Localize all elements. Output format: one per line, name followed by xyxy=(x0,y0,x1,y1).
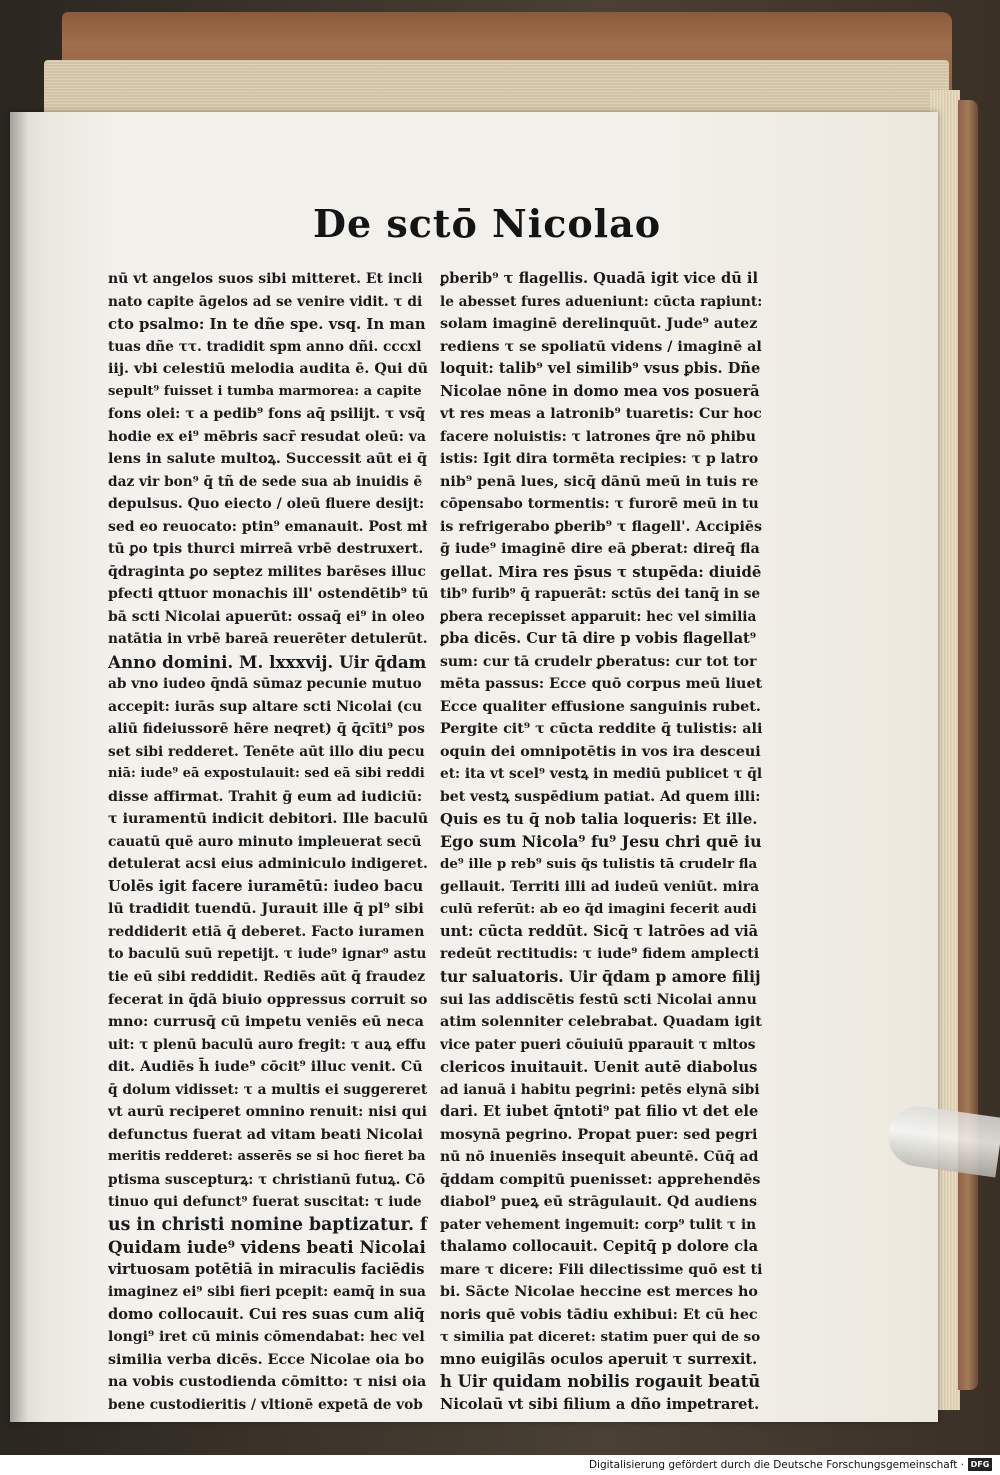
text-line: ptisma suscepturꝝ: τ christianū futuꝝ. Cō xyxy=(108,1171,426,1188)
text-line: sepult⁹ fuisset i tumba marmorea: a capite xyxy=(108,383,422,399)
text-line: natātia in vrbē bareā reuerēter detulerūt. xyxy=(108,631,428,648)
text-line: q̄ddam compitū puenisset: apprehendēs xyxy=(440,1171,761,1188)
text-line: cto psalmo: In te dñe spe. vsq. In man xyxy=(108,315,426,334)
text-line: vt res meas a latronib⁹ tuaretis: Cur hoc xyxy=(440,406,762,423)
text-line: pfecti qttuor monachis ill' ostendētib⁹ tū xyxy=(108,586,428,603)
text-line: gellat. Mira res p̄sus τ stupēda: diuidē xyxy=(440,562,762,581)
text-line: mno: currusq̄ cū impetu veniēs eū neca xyxy=(108,1014,424,1031)
text-line: lū tradidit tuendū. Jurauit ille q̄ pl⁹ sibi xyxy=(108,901,424,918)
text-line: domo collocauit. Cui res suas cum aliq̄ xyxy=(108,1305,425,1323)
text-line: mare τ dicere: Fili dilectissime quō est ti xyxy=(440,1261,762,1278)
text-line: virtuosam potētiā in miraculis faciēdis xyxy=(108,1260,425,1278)
text-line: similia verba dicēs. Ecce Nicolae oia bo xyxy=(108,1351,425,1368)
text-line: facere noluistis: τ latrones q̄re nō phibu xyxy=(440,428,756,445)
page-gutter-shadow xyxy=(10,112,28,1422)
text-line: disse affirmat. Trahit ḡ eum ad iudiciū: xyxy=(108,788,423,805)
text-line: le abesset fures adueniunt: cūcta rapiunt: xyxy=(440,293,762,310)
text-line: sui las addiscētis festū scti Nicolai annu xyxy=(440,991,757,1008)
text-line: unt: cūcta reddūt. Sicq̄ τ latrōes ad viā xyxy=(440,922,759,940)
text-line: de⁹ ille p reb⁹ suis q̄s tulistis tā crudelr fla xyxy=(440,856,758,873)
text-line: to baculū suū repetijt. τ iude⁹ ignar⁹ astu xyxy=(108,946,427,963)
text-line: bene custodieritis / vltionē expetā de vob xyxy=(108,1396,423,1413)
text-line: is refrigerabo ꝑberib⁹ τ flagell'. Accipiēs xyxy=(440,518,762,535)
text-line: tinuo qui defunct⁹ fuerat suscitat: τ iude xyxy=(108,1194,422,1211)
text-line: daz vir bon⁹ q̄ tñ de sede sua ab inuidis ē xyxy=(108,473,423,490)
text-line: fons olei: τ a pedib⁹ fons aq̄ psilijt. τ vsq̄ xyxy=(108,406,426,423)
text-line: q̄draginta ꝑo septez milites barēses illuc xyxy=(108,563,426,580)
text-line: lens in salute multoꝝ. Successit aūt ei q̄ xyxy=(108,451,427,468)
text-line: noris quē vobis tādiu exhibui: Et cū hec xyxy=(440,1306,758,1323)
text-line: depulsus. Quo eiecto / oleū fluere desijt: xyxy=(108,496,425,513)
text-line: Pergite cit⁹ τ cūcta reddite q̄ tulistis: ali xyxy=(440,721,762,738)
text-line: set sibi redderet. Tenēte aūt illo diu pecu xyxy=(108,743,425,760)
text-line: Quis es tu q̄ nob talia loqueris: Et ille. xyxy=(440,810,758,829)
text-line: aliū fideiussorē hēre neqret) q̄ q̄cīti⁹ pos xyxy=(108,721,425,738)
text-line: mēta passus: Ecce quō corpus meū liuet xyxy=(440,676,762,693)
text-line: defunctus fuerat ad vitam beati Nicolai xyxy=(108,1126,423,1143)
text-line: vice pater pueri cōuiuiū pparauit τ mltos xyxy=(440,1036,756,1053)
text-line: loquit: talib⁹ vel similib⁹ vsus ꝑbis. Dñe xyxy=(440,360,761,378)
text-line: culū referūt: ab eo q̄d imagini fecerit audi xyxy=(440,901,757,918)
text-line: reddiderit etiā q̄ deberet. Facto iuramen xyxy=(108,923,425,940)
text-line: vt aurū reciperet omnino renuit: nisi qui xyxy=(108,1104,427,1121)
text-line: Ecce qualiter effusione sanguinis rubet. xyxy=(440,698,761,715)
text-line: fecerat in q̄dā biuio oppressus corruit so xyxy=(108,991,428,1008)
text-line: ꝑbera recepisset apparuit: hec vel similia xyxy=(440,608,757,625)
text-line: τ similia pat diceret: statim puer qui de so xyxy=(440,1329,761,1346)
text-line: istis: Igit dira tormēta recipies: τ p latro xyxy=(440,451,759,468)
text-line: ḡ iude⁹ imaginē dire eā ꝑberat: direq̄ fla xyxy=(440,541,760,558)
text-line: et: ita vt scel⁹ vestꝝ in mediū publicet τ q̄l xyxy=(440,766,762,783)
text-line: tū ꝑo tpis thurci mirreā vrbē destruxert. xyxy=(108,541,424,558)
text-line: cōpensabo tormentis: τ furorē meū in tu xyxy=(440,496,759,513)
text-line: Ego sum Nicola⁹ fu⁹ Jesu chri quē iu xyxy=(440,831,762,851)
text-line: imaginez ei⁹ sibi fieri pcepit: eamq̄ in sua xyxy=(108,1284,426,1301)
text-line: Quidam iude⁹ videns beati Nicolai xyxy=(108,1237,426,1258)
text-line: tib⁹ furib⁹ q̄ rapuerāt: sctūs dei tanq̄ in se xyxy=(440,586,761,603)
text-line: nato capite āgelos ad se venire vidit. τ di xyxy=(108,293,423,310)
text-line: accepit: iurās sup altare scti Nicolai (cu xyxy=(108,698,423,715)
text-line: h Uir quidam nobilis rogauit beatū xyxy=(440,1372,761,1392)
text-line: ad ianuā i habitu pegrini: petēs elynā sibi xyxy=(440,1081,760,1098)
text-line: na vobis custodienda cōmitto: τ nisi oia xyxy=(108,1374,427,1391)
text-line: nū vt angelos suos sibi mitteret. Et incli xyxy=(108,271,423,287)
text-line: nū nō inueniēs insequit abeuntē. Cūq̄ ad xyxy=(440,1149,759,1166)
text-line: oquin dei omnipotētis in vos ira desceui xyxy=(440,743,761,760)
text-line: tuas dñe ττ. tradidit spm anno dñi. cccxl xyxy=(108,338,422,355)
text-line: nib⁹ penā lues, sicq̄ dānū meū in tuis re xyxy=(440,473,759,490)
text-line: tur saluatoris. Uir q̄dam p amore filij xyxy=(440,966,761,986)
page-title: De sctō Nicolao xyxy=(313,201,662,246)
text-line: bā scti Nicolai apuerūt: ossaq̄ ei⁹ in oleo xyxy=(108,608,425,625)
dfg-logo: DFG xyxy=(968,1458,992,1471)
footer-credit: Digitalisierung gefördert durch die Deutsche Forschungsgemeinschaft · xyxy=(588,1459,964,1471)
text-line: atim solenniter celebrabat. Quadam igit xyxy=(440,1014,762,1031)
text-line: dari. Et iubet q̄ntoti⁹ pat filio vt det ele xyxy=(440,1103,759,1121)
text-line: gellauit. Territi illi ad iudeū veniūt. mira xyxy=(440,878,760,895)
text-line: bi. Sācte Nicolae heccine est merces ho xyxy=(440,1284,758,1301)
text-line: q̄ dolum vidisset: τ a multis ei suggereret xyxy=(108,1081,428,1098)
text-line: sed eo reuocato: ptin⁹ emanauit. Post mł xyxy=(108,518,428,535)
text-line: clericos inuitauit. Uenit autē diabolus xyxy=(440,1058,758,1077)
text-line: dit. Audiēs h̄ iude⁹ cōcit⁹ illuc venit. Cū xyxy=(108,1059,423,1076)
text-line: sum: cur tā crudelr ꝑberatus: cur tot tor xyxy=(440,653,757,670)
text-line: τ iuramentū indicit debitori. Ille baculū xyxy=(108,811,428,828)
text-line: Nicolae nōne in domo mea vos posuerā xyxy=(440,382,760,400)
text-line: uit: τ plenū baculū auro fregit: τ auꝝ effu xyxy=(108,1036,427,1053)
text-line: hodie ex ei⁹ mēbris sacr̄ resudat oleū: va xyxy=(108,428,426,445)
text-line: pater vehement ingemuit: corp⁹ tulit τ in xyxy=(440,1216,757,1233)
text-line: tie eū sibi reddidit. Rediēs aūt q̄ fraudez xyxy=(108,968,426,985)
text-line: rediens τ se spoliatū videns / imaginē al xyxy=(440,338,762,355)
text-line: detulerat acsi eius adminiculo indigeret. xyxy=(108,856,428,873)
text-line: solam imaginē derelinquūt. Jude⁹ autez xyxy=(440,316,758,333)
text-line: ꝑba dicēs. Cur tā dire p vobis flagellat⁹ xyxy=(440,630,757,648)
text-line: cauatū quē auro minuto impleuerat secū xyxy=(108,833,422,850)
text-line: Uolēs igit facere iuramētū: iudeo bacu xyxy=(108,877,424,895)
text-line: mno euigilās oculos aperuit τ surrexit. xyxy=(440,1350,758,1368)
text-line: redeūt rectitudis: τ iude⁹ fidem amplecti xyxy=(440,946,760,963)
text-line: ꝑberib⁹ τ flagellis. Quadā igit vice dū il xyxy=(440,270,759,287)
right-text-column xyxy=(440,268,762,1416)
text-line: meritis redderet: asserēs se si hoc fieret ba xyxy=(108,1149,426,1165)
text-line: Anno domini. M. lxxxvij. Uir q̄dam xyxy=(108,651,427,672)
text-line: longi⁹ iret cū minis cōmendabat: hec vel xyxy=(108,1329,425,1346)
text-line: Nicolaū vt sibi filium a dño impetraret. xyxy=(440,1395,760,1413)
text-line: iij. vbi celestiū melodia audita ē. Qui dū xyxy=(108,361,428,378)
text-line: bet vestꝝ suspēdium patiat. Ad quem illi: xyxy=(440,788,761,805)
text-line: us in christi nomine baptizatur. f xyxy=(108,1214,428,1235)
left-text-column xyxy=(108,268,428,1416)
text-line: mosynā pegrino. Propat puer: sed pegri xyxy=(440,1126,758,1143)
text-line: thalamo collocauit. Cepitq̄ p dolore cla xyxy=(440,1238,759,1256)
text-line: ab vno iudeo q̄ndā sūmaz pecunie mutuo xyxy=(108,676,422,693)
book-cover-right xyxy=(958,100,978,1390)
text-line: diabol⁹ pueꝝ eū strāgulauit. Qd audiens xyxy=(440,1194,758,1211)
text-line: niā: iude⁹ eā expostulauit: sed eā sibi reddi xyxy=(108,766,425,782)
